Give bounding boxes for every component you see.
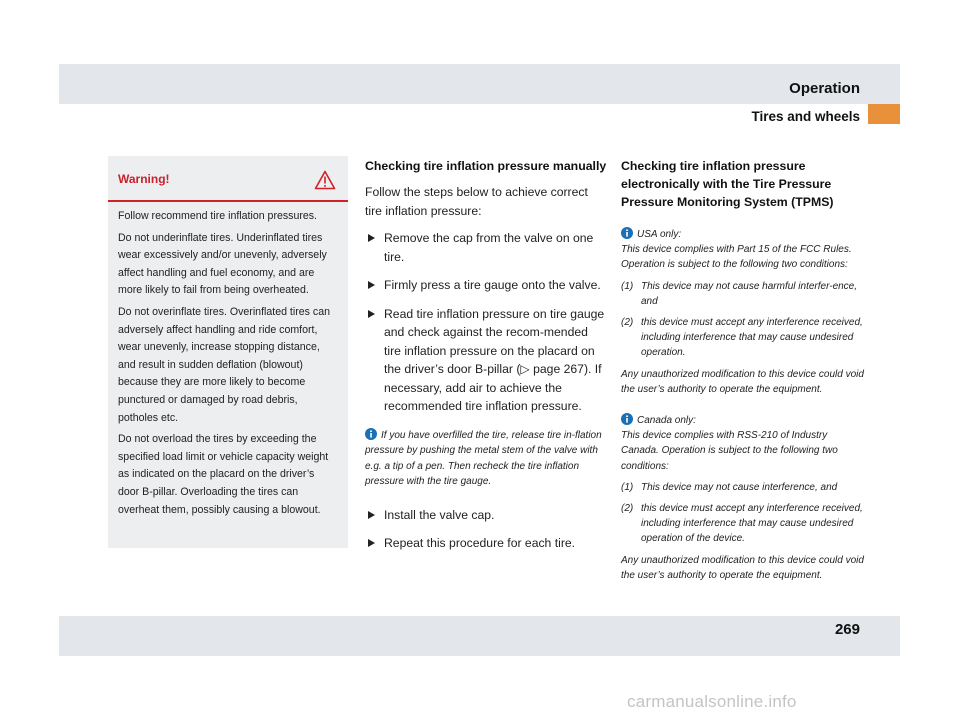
arrow-right-icon	[368, 310, 375, 318]
info-icon	[621, 413, 633, 425]
step-text: Install the valve cap.	[384, 507, 495, 522]
warning-paragraph: Do not overinflate tires. Overinflated tires can adversely affect handling and ride comfort, wear unevenly, increase stopping distance, and result in sudden deflation (blowout) because they are more likely to become punctured or damaged by road debris, potholes etc.	[118, 305, 330, 424]
arrow-right-icon	[368, 234, 375, 242]
step-list-after	[365, 506, 607, 553]
condition-item	[621, 315, 866, 361]
tpms-section	[621, 157, 866, 583]
warning-paragraph: Follow recommend tire inflation pressures.	[118, 210, 318, 222]
section-title: Operation	[789, 80, 860, 97]
footer-band	[59, 616, 900, 656]
section-tab-marker	[868, 104, 900, 124]
condition-text: This device may not cause harmful interfer-ence, and	[641, 280, 858, 307]
step-text: Repeat this procedure for each tire.	[384, 536, 576, 550]
step-item	[365, 506, 607, 525]
manual-check-section	[365, 157, 607, 563]
warning-box	[108, 156, 348, 548]
warning-triangle-icon	[314, 170, 336, 190]
manual-check-heading: Checking tire inflation pressure manually	[365, 159, 607, 173]
header-band	[59, 64, 900, 104]
watermark: carmanualsonline.info	[627, 692, 797, 711]
overfill-note	[365, 426, 607, 490]
step-text: Remove the cap from the valve on one tire.	[384, 231, 594, 264]
step-item	[365, 534, 607, 553]
arrow-right-icon	[368, 539, 375, 547]
step-item	[365, 229, 607, 266]
info-icon	[365, 428, 377, 440]
step-text: Read tire inflation pressure on tire gauge and check against the recom-mended tire inflation pressure on the placard on the driver’s door B-pillar (▷ page 267). If necessary, add air to achieve the recommended tire inflation pressure.	[384, 306, 605, 413]
condition-item	[621, 480, 866, 495]
tpms-heading: Checking tire inflation pressure electronically with the Tire Pressure Pressure Monitoring System (TPMS)	[621, 159, 834, 209]
arrow-right-icon	[368, 281, 375, 289]
canada-tail: Any unauthorized modification to this device could void the user’s authority to operate the equipment.	[621, 554, 864, 581]
warning-paragraph: Do not underinflate tires. Underinflated tires wear excessively and/or unevenly, adversely affect handling and fuel economy, and are more likely to fail from being overheated.	[118, 231, 327, 297]
info-icon	[621, 227, 633, 239]
condition-text: this device must accept any interference received, including interference that may cause undesired operation.	[641, 317, 863, 359]
canada-label	[621, 411, 866, 428]
condition-item	[621, 501, 866, 547]
condition-item	[621, 279, 866, 309]
step-item	[365, 276, 607, 295]
step-text: Firmly press a tire gauge onto the valve.	[384, 278, 601, 292]
usa-notice	[621, 225, 866, 397]
condition-text: This device may not cause interference, and	[641, 481, 838, 493]
page-number: 269	[834, 621, 860, 638]
usa-label-text: USA only:	[637, 229, 682, 240]
step-item	[365, 305, 607, 416]
warning-paragraph: Do not overload the tires by exceeding the specified load limit or vehicle capacity weight as indicated on the placard on the driver’s door B-pillar. Overloading the tires can overheat them, possibly causing a blowout.	[118, 433, 329, 516]
condition-number: (2)	[621, 317, 634, 329]
canada-lead: This device complies with RSS-210 of Industry Canada. Operation is subject to the following two conditions:	[621, 430, 838, 472]
condition-number: (1)	[621, 481, 634, 493]
arrow-right-icon	[368, 511, 375, 519]
usa-lead: This device complies with Part 15 of the FCC Rules. Operation is subject to the following two conditions:	[621, 244, 852, 271]
warning-title: Warning!	[118, 172, 170, 186]
step-list	[365, 229, 607, 416]
usa-tail: Any unauthorized modification to this device could void the user’s authority to operate the equipment.	[621, 368, 864, 395]
manual-check-intro: Follow the steps below to achieve correct tire inflation pressure:	[365, 185, 588, 218]
warning-body	[108, 202, 348, 519]
subsection-title: Tires and wheels	[751, 109, 860, 124]
condition-number: (2)	[621, 503, 634, 515]
canada-label-text: Canada only:	[637, 415, 696, 427]
condition-number: (1)	[621, 280, 634, 292]
warning-header	[108, 156, 348, 202]
usa-label	[621, 225, 866, 242]
canada-notice	[621, 411, 866, 583]
overfill-note-text: If you have overfilled the tire, release tire in-flation pressure by pushing the metal stem of the valve with e.g. a tip of a pen. Then recheck the tire inflation pressure with the tire gauge.	[365, 429, 602, 487]
condition-text: this device must accept any interference received, including interference that may cause undesired operation of the device.	[641, 503, 863, 545]
